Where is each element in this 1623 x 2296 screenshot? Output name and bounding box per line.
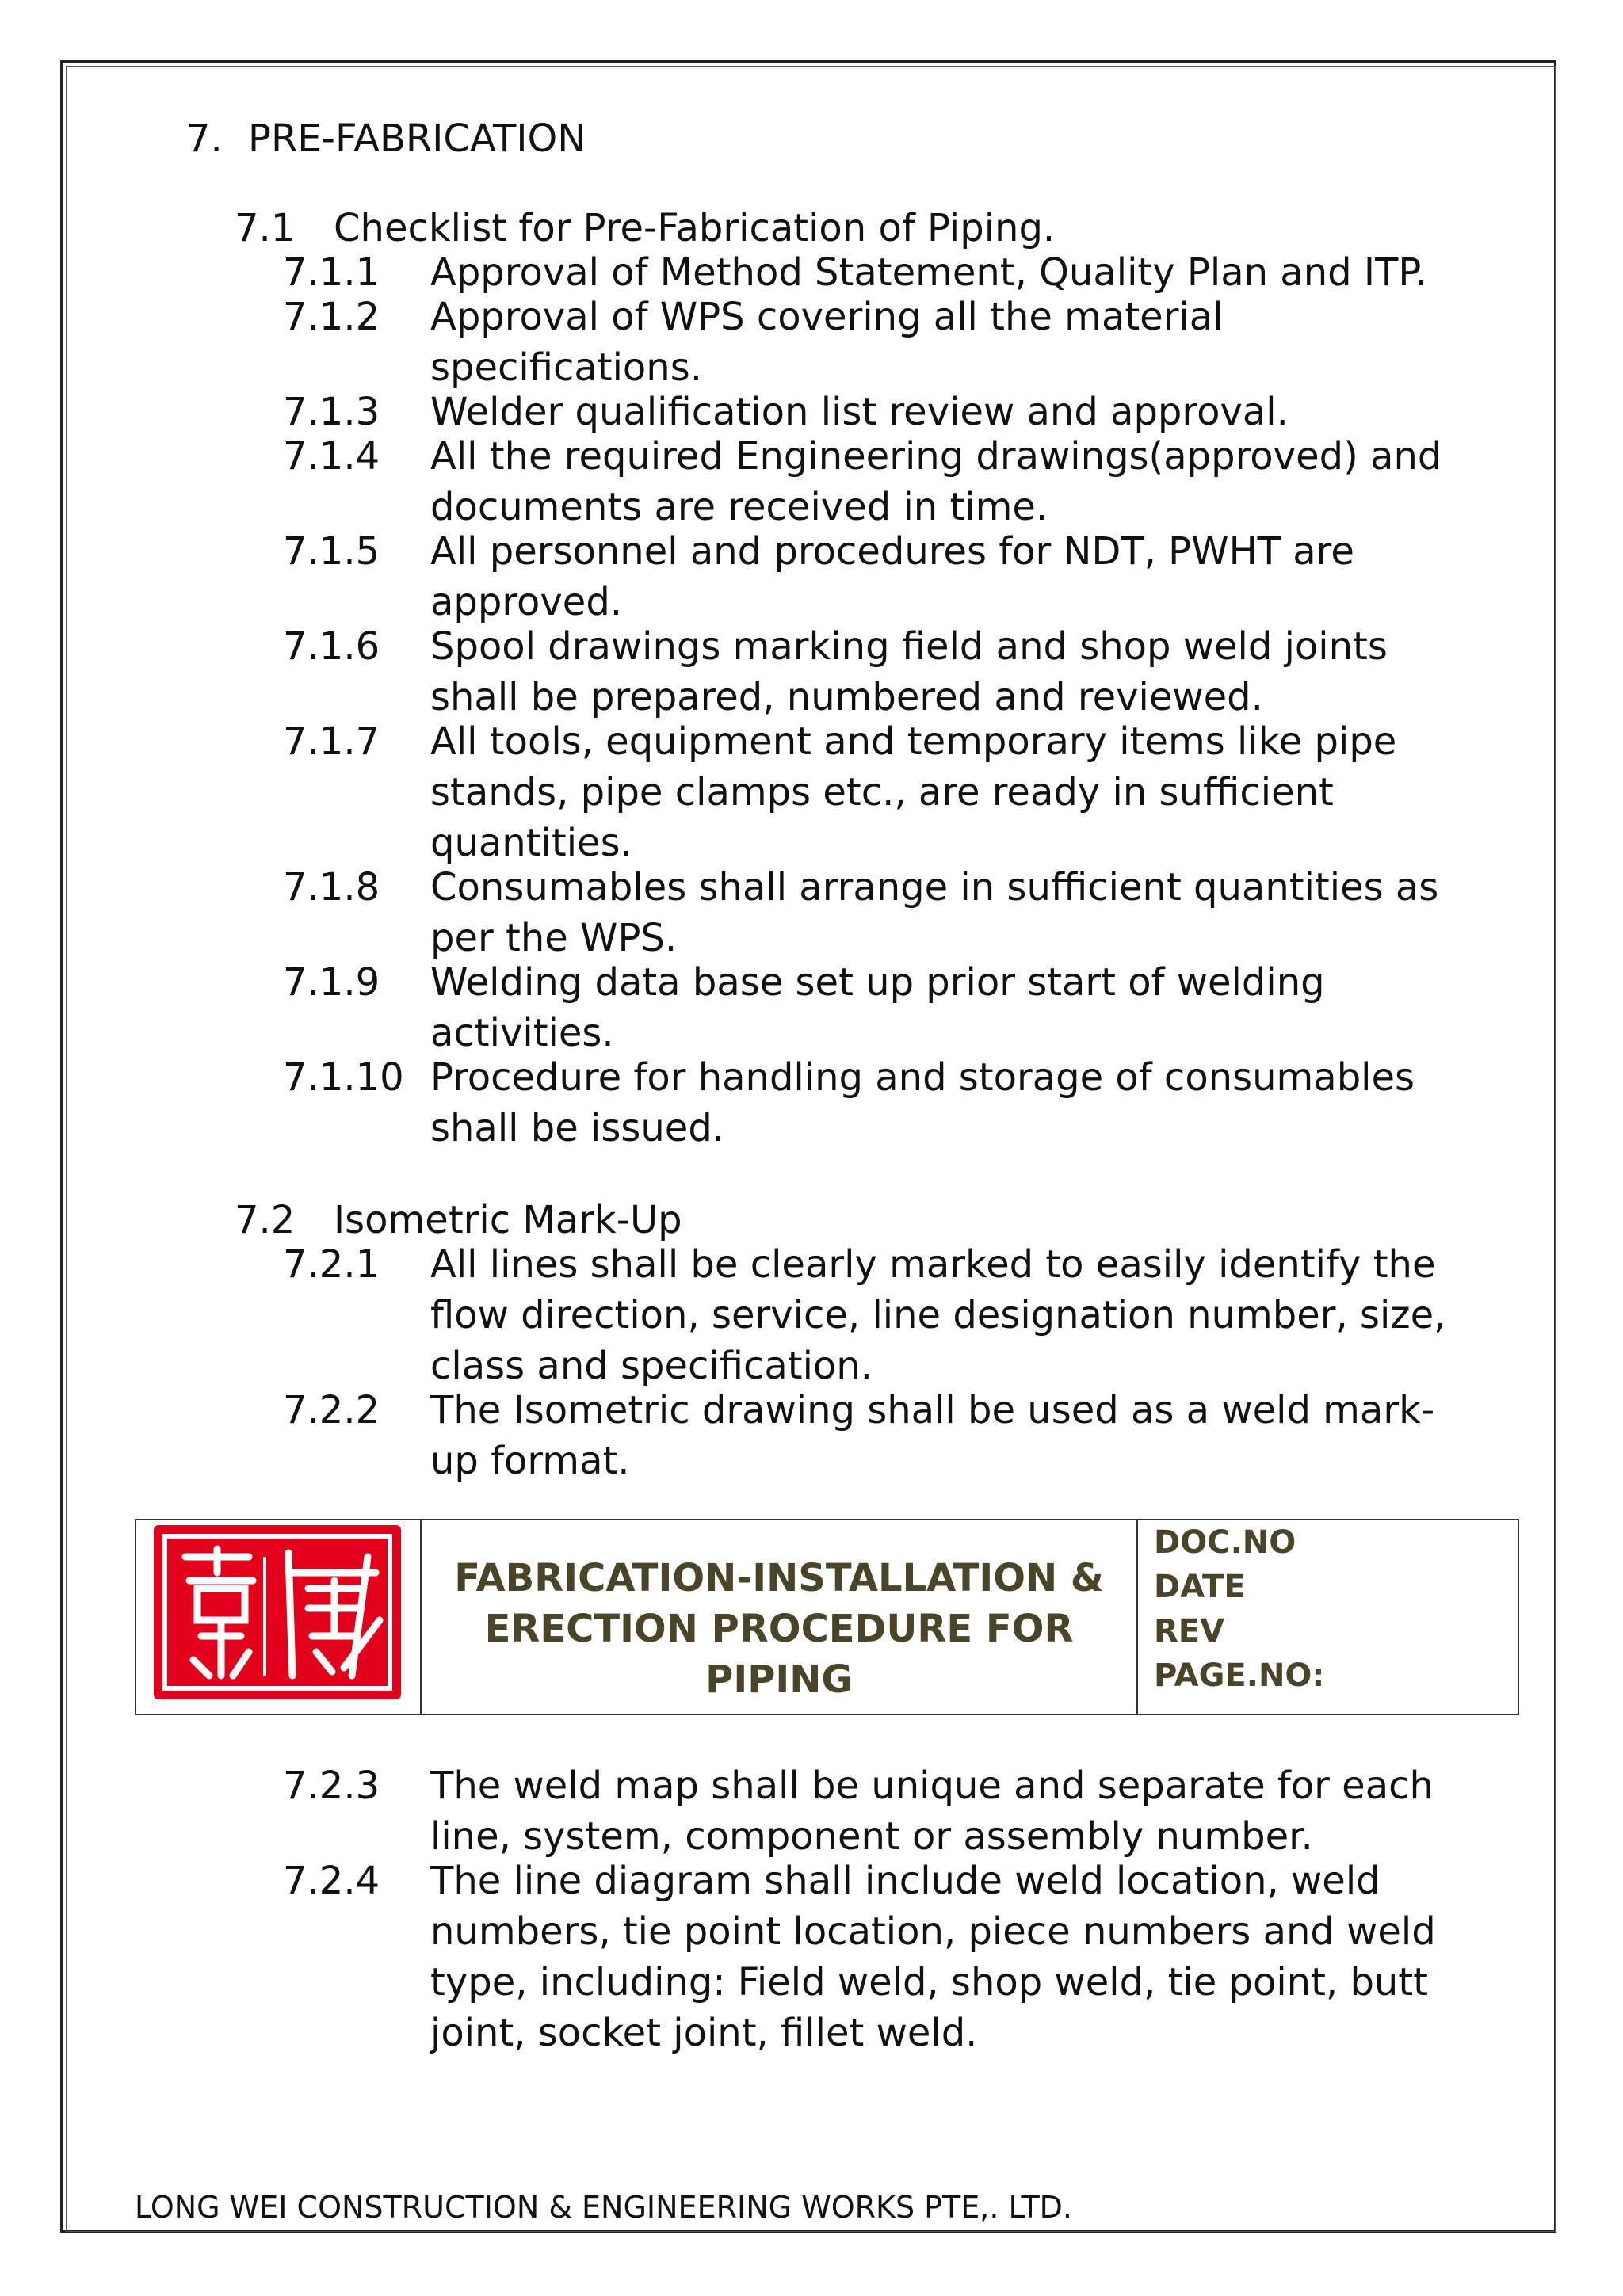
subsection-number: 7.2	[235, 1198, 296, 1242]
item-number: 7.1.7	[283, 719, 380, 764]
subsection-title: Checklist for Pre-Fabrication of Piping.	[334, 206, 1056, 250]
item-number: 7.2.1	[283, 1242, 380, 1287]
item-number: 7.1.6	[283, 624, 380, 669]
section-number: 7.	[186, 116, 223, 161]
document-header-table	[135, 1519, 1519, 1715]
footer-company-name: LONG WEI CONSTRUCTION & ENGINEERING WORKS PTE,. LTD.	[135, 2190, 1073, 2225]
item-number: 7.1.5	[283, 529, 380, 574]
logo-cell	[136, 1520, 422, 1714]
item-text: All the required Engineering drawings(approved) and documents are received in time.	[430, 434, 1442, 529]
item-text: Spool drawings marking field and shop weld joints shall be prepared, numbered and reviewed.	[430, 624, 1388, 719]
document-title-cell	[422, 1520, 1138, 1714]
item-number: 7.2.4	[283, 1859, 380, 1903]
doc-no-label: DOC.NO	[1154, 1524, 1296, 1561]
item-number: 7.1.3	[283, 390, 380, 434]
item-text: All lines shall be clearly marked to easily identify the flow direction, service, line designation number, size, class and specification.	[430, 1242, 1446, 1388]
item-text: The Isometric drawing shall be used as a weld mark-up format.	[430, 1388, 1435, 1483]
date-label: DATE	[1154, 1569, 1246, 1605]
company-logo	[154, 1525, 401, 1699]
section-heading	[186, 113, 586, 164]
item-number: 7.2.3	[283, 1764, 380, 1808]
subsection-number: 7.1	[235, 206, 296, 250]
item-text: All tools, equipment and temporary items like pipe stands, pipe clamps etc., are ready in sufficient quantities.	[430, 719, 1397, 865]
item-text: Welding data base set up prior start of welding activities.	[430, 960, 1325, 1055]
item-text: Approval of Method Statement, Quality Plan and ITP.	[430, 250, 1428, 295]
item-text: The weld map shall be unique and separate for each line, system, component or assembly number.	[430, 1764, 1434, 1859]
item-number: 7.2.2	[283, 1388, 380, 1432]
rev-label: REV	[1154, 1613, 1225, 1650]
subsection-title: Isometric Mark-Up	[334, 1198, 682, 1242]
item-number: 7.1.10	[283, 1055, 404, 1100]
item-number: 7.1.8	[283, 865, 380, 910]
item-text: All personnel and procedures for NDT, PWHT are approved.	[430, 529, 1354, 624]
item-text: Approval of WPS covering all the material specifications.	[430, 295, 1224, 390]
document-meta-cell	[1138, 1520, 1518, 1714]
item-text: Welder qualification list review and approval.	[430, 390, 1289, 434]
subsection-heading-7-2	[235, 1195, 682, 1245]
document-title: FABRICATION-INSTALLATION & ERECTION PROCEDURE FOR PIPING	[454, 1556, 1104, 1702]
item-text: Consumables shall arrange in sufficient quantities as per the WPS.	[430, 865, 1439, 960]
item-text: The line diagram shall include weld location, weld numbers, tie point location, piece numbers and weld type, including: Field weld, shop weld, tie point, butt joint, socket joint, fillet weld.	[430, 1859, 1436, 2055]
item-text: Procedure for handling and storage of consumables shall be issued.	[430, 1055, 1415, 1150]
page-no-label: PAGE.NO:	[1154, 1657, 1325, 1694]
item-number: 7.1.9	[283, 960, 380, 1005]
logo-seal-icon	[154, 1525, 401, 1699]
item-number: 7.1.1	[283, 250, 380, 295]
subsection-heading-7-1	[235, 203, 1055, 254]
item-number: 7.1.4	[283, 434, 380, 479]
section-title: PRE-FABRICATION	[248, 116, 586, 161]
item-number: 7.1.2	[283, 295, 380, 339]
